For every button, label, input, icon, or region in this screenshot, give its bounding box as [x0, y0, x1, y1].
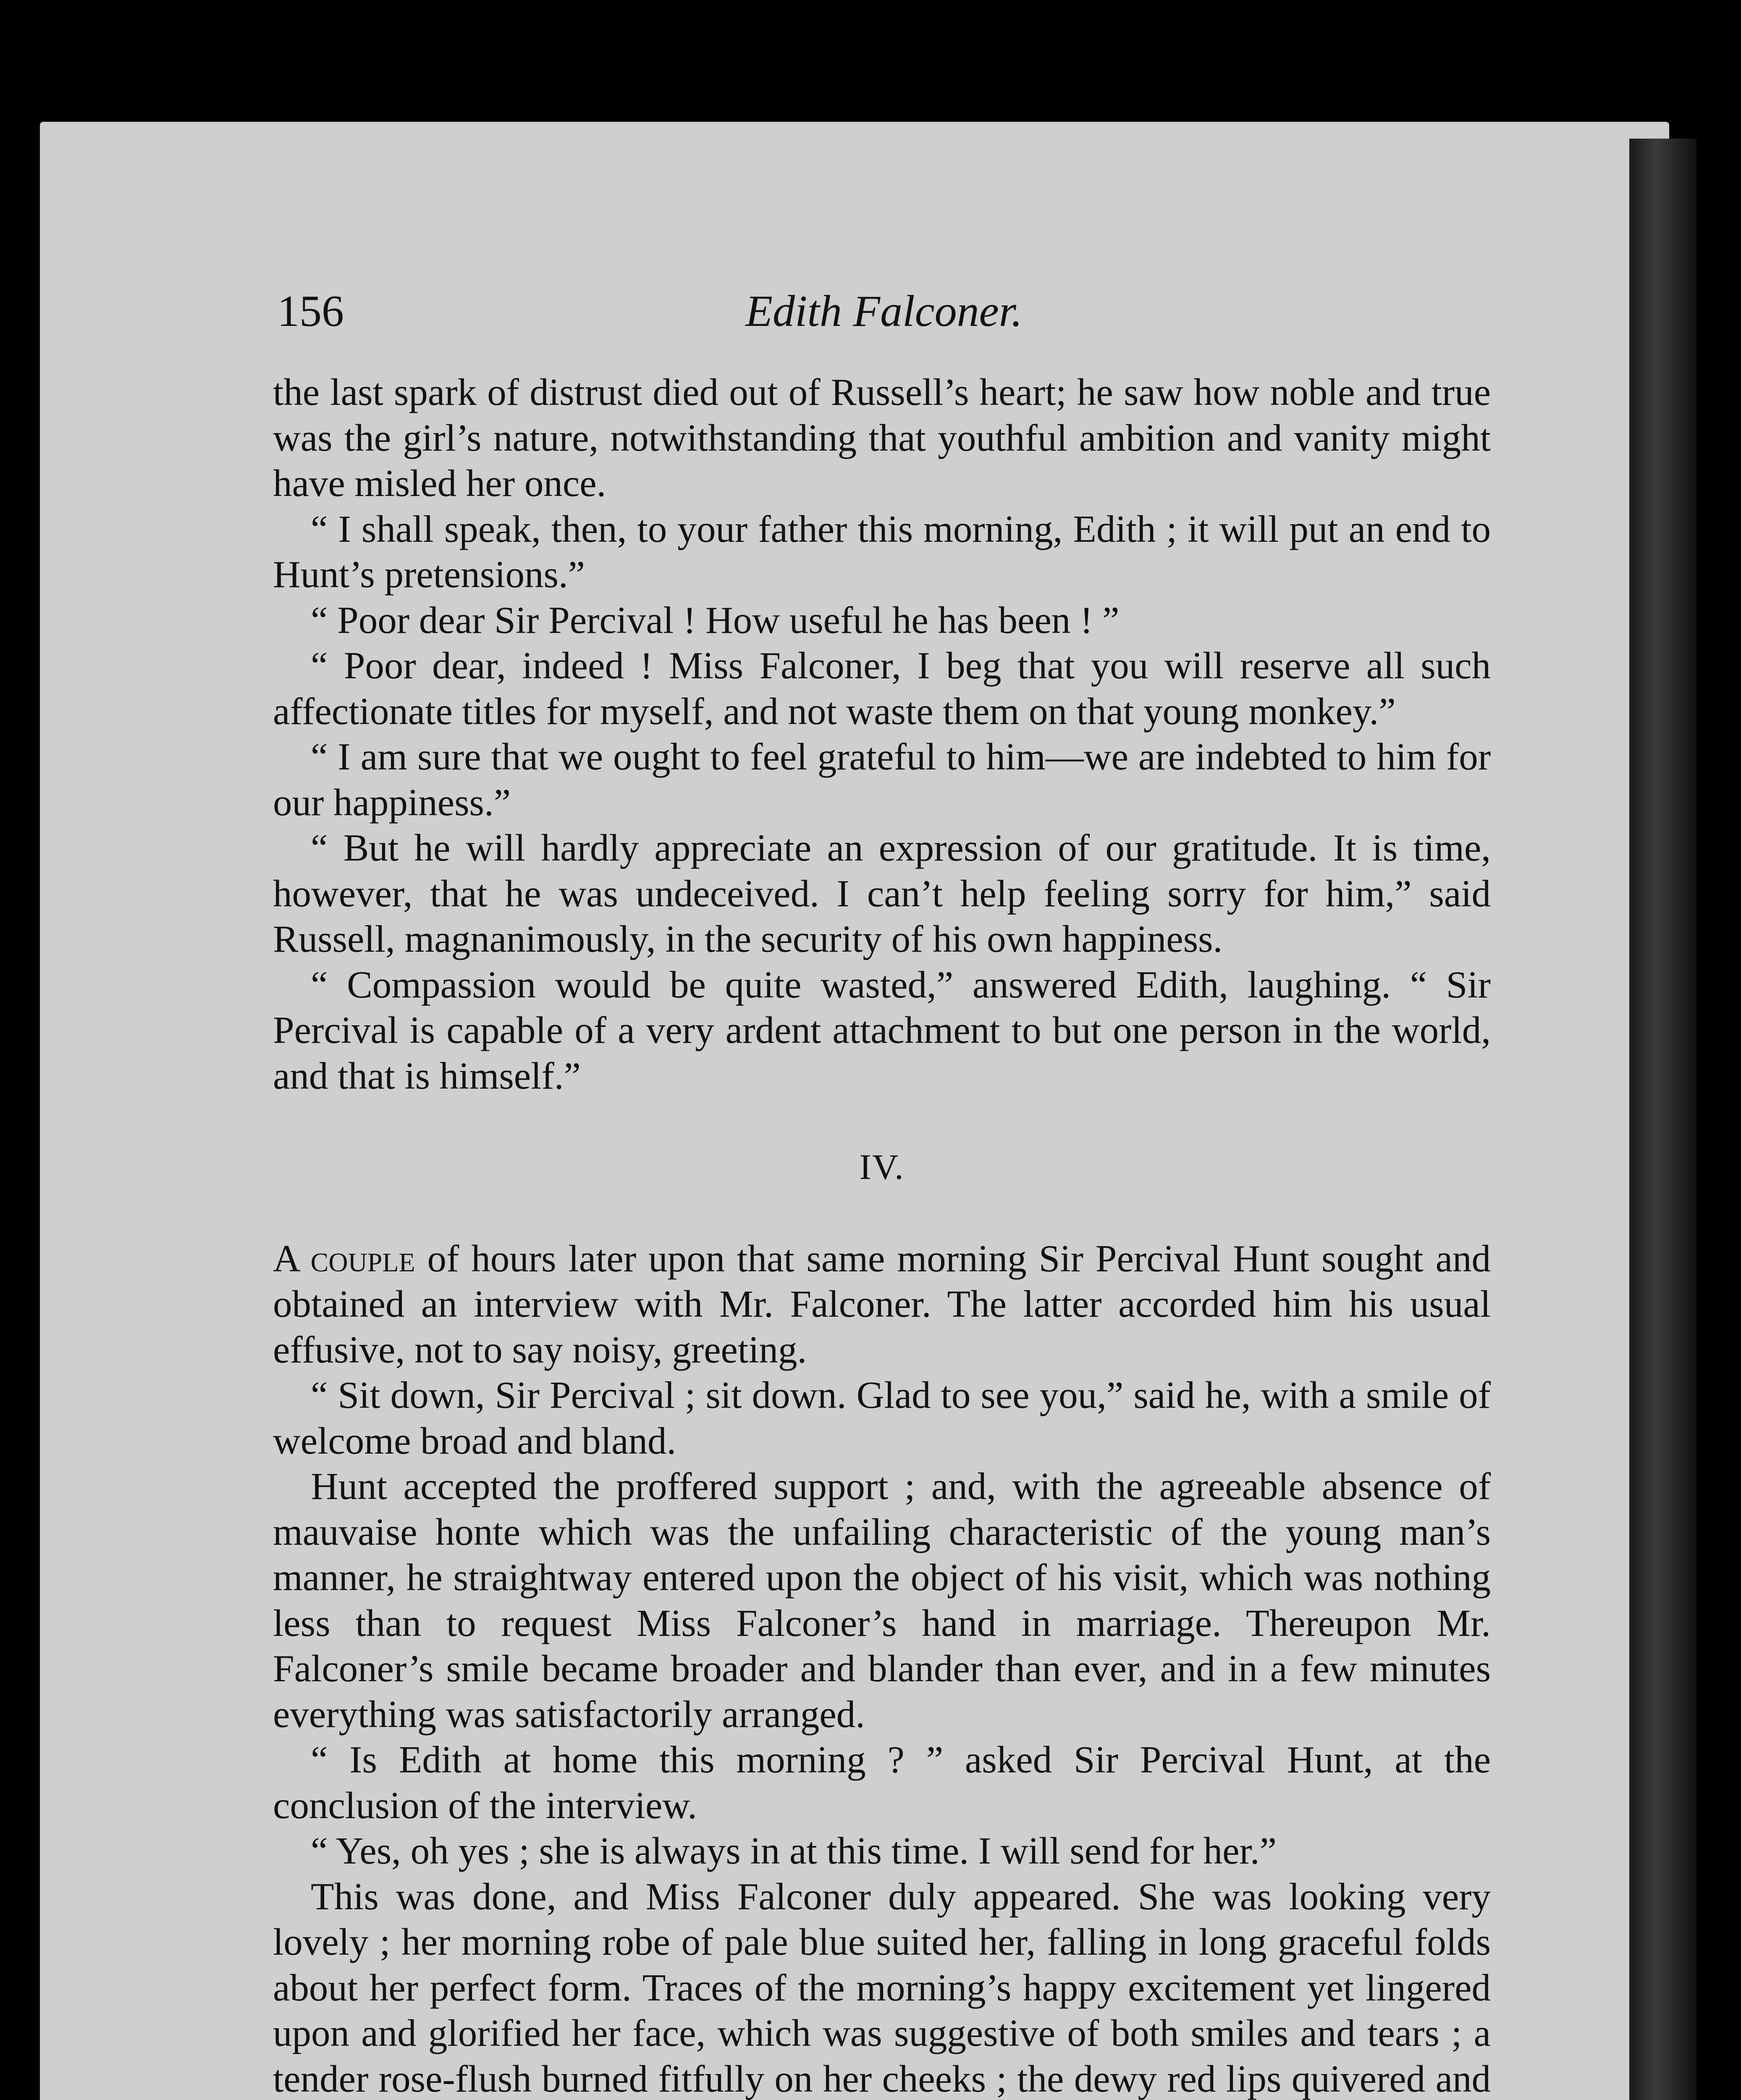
paragraph: “ Compassion would be quite wasted,” answered Edith, laughing. “ Sir Percival is capable of a very ardent attachment to but one person in the world, and that is himself.” — [273, 963, 1491, 1097]
paragraph: “ I am sure that we ought to feel grateful to him—we are indebted to him for our happiness.” — [273, 735, 1491, 824]
section-first-paragraph — [273, 1236, 1491, 1373]
section-first-paragraph-text: of hours later upon that same morning Sir Percival Hunt sought and obtained an interview with Mr. Falconer. The latter accorded him his usual effusive, not to say noisy, greeting. — [273, 1237, 1491, 1371]
paragraph: Hunt accepted the proffered support ; and, with the agreeable absence of mauvaise honte which was the unfailing characteristic of the young man’s manner, he straightway entered upon the object of his visit, which was nothing less than to request Miss Falconer’s hand in marriage. Thereupon Mr. Falconer’s smile became broader and blander than ever, and in a few minutes everything was satisfactorily arranged. — [273, 1465, 1491, 1735]
paragraph: “ Poor dear, indeed ! Miss Falconer, I beg that you will reserve all such affectionate titles for myself, and not waste them on that young monkey.” — [273, 644, 1491, 732]
paragraph: “ Yes, oh yes ; she is always in at this time. I will send for her.” — [311, 1830, 1277, 1872]
page-number: 156 — [277, 286, 344, 336]
running-title: Edith Falconer. — [745, 286, 1023, 336]
section-lead-word: A couple — [273, 1237, 415, 1280]
paragraph: “ Sit down, Sir Percival ; sit down. Glad to see you,” said he, with a smile of welcome broad and bland. — [273, 1374, 1491, 1462]
section-heading: IV. — [859, 1147, 905, 1187]
page-spine-edge — [1629, 139, 1696, 2100]
paragraph: “ Poor dear Sir Percival ! How useful he has been ! ” — [311, 598, 1120, 641]
paragraph: This was done, and Miss Falconer duly appeared. She was looking very lovely ; her morning robe of pale blue suited her, falling in long graceful folds about her perfect form. Traces of the morning’s happy excitement yet lingered upon and glorified her face, which was suggestive of both smiles and tears ; a tender rose-flush burned fitfully on her cheeks ; the dewy red lips quivered and — [273, 1875, 1491, 2100]
body-text — [273, 370, 1491, 2100]
page-header — [277, 286, 1491, 349]
paragraph: “ I shall speak, then, to your father this morning, Edith ; it will put an end to Hunt’s pretensions.” — [273, 507, 1491, 596]
paragraph: the last spark of distrust died out of Russell’s heart; he saw how noble and true was the girl’s nature, notwithstanding that youthful ambition and vanity might have misled her once. — [273, 371, 1491, 504]
paragraph: “ Is Edith at home this morning ? ” asked Sir Percival Hunt, at the conclusion of the interview. — [273, 1738, 1491, 1827]
paragraph: “ But he will hardly appreciate an expression of our gratitude. It is time, however, that he was undeceived. I can’t help feeling sorry for him,” said Russell, magnanimously, in the security of his own happiness. — [273, 827, 1491, 960]
